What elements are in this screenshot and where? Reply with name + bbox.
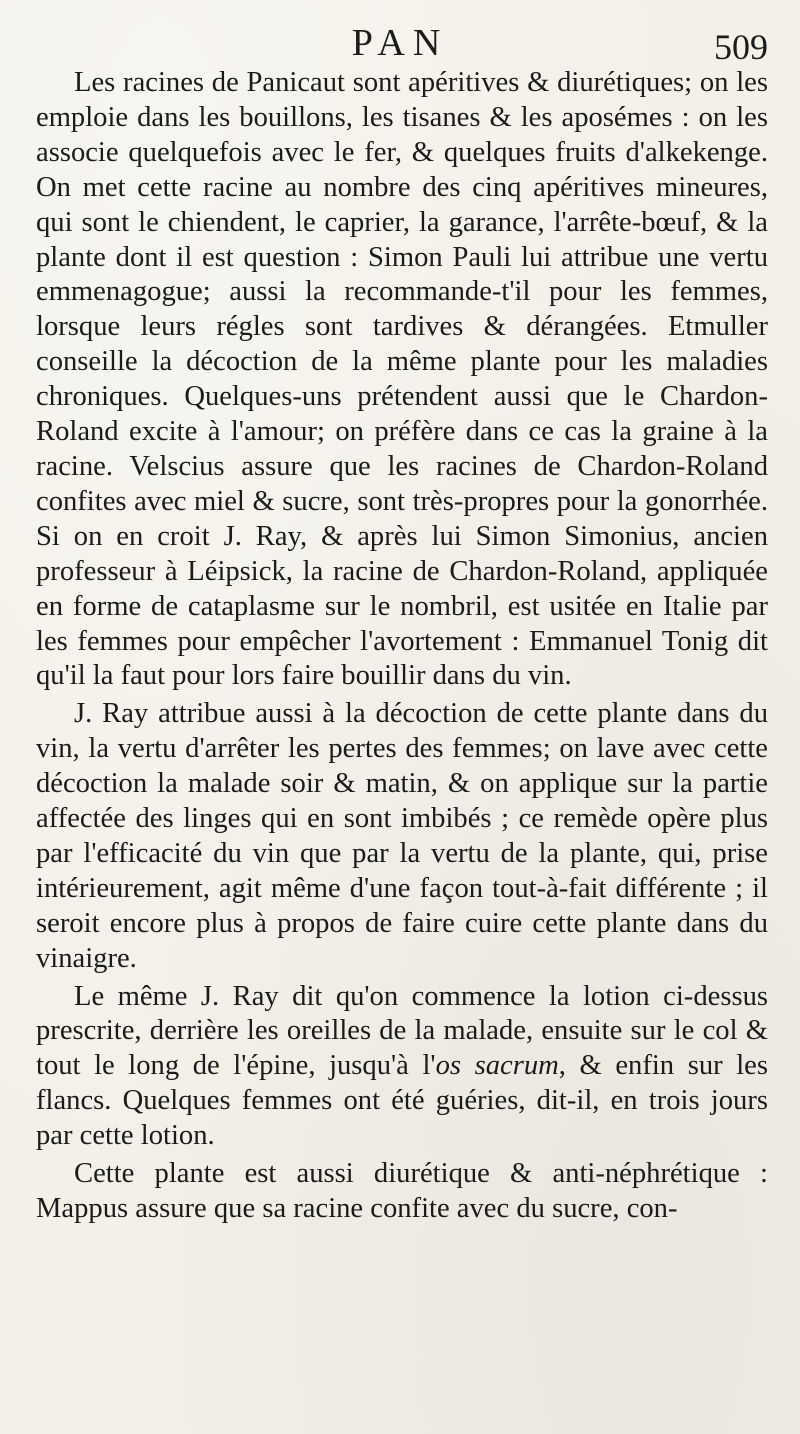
paragraph-text: J. Ray attribue aussi à la décoction de cette plante dans du vin, la vertu d'arrêter les pertes des femmes; on lave avec cette décoction la malade soir & matin, & on applique sur la partie affectée des linges qui en sont imbibés ; ce remède opère plus par l'efficacité du vin que par la vertu de la plante, qui, prise intérieurement, agit même d'une façon tout-à-fait différente ; il seroit encore plus à propos de faire cuire cette plante dans du vinaigre. xyxy=(36,698,768,974)
paragraph-text: Les racines de Panicaut sont apéritives & diurétiques; on les emploie dans les bouillons, les tisanes & les aposémes : on les associe quelquefois avec le fer, & quelques fruits d'alkekenge. On met cette racine au nombre des cinq apéritives mineures, qui sont le chiendent, le caprier, la garance, l'arrête-bœuf, & la plante dont il est question : Simon Pauli lui attribue une vertu emmenagogue; aussi la recommande-t'il pour les femmes, lorsque leurs régles sont tardives & dérangées. Etmuller conseille la décoction de la même plante pour les maladies chroniques. Quelques-uns prétendent aussi que le Chardon-Roland excite à l'amour; on préfère dans ce cas la graine à la racine. Velscius assure que les racines de Chardon-Roland confites avec miel & sucre, sont très-propres pour la gonorrhée. Si on en croit J. Ray, & après lui Simon Simonius, ancien professeur à Léipsick, la racine de Chardon-Roland, appliquée en forme de cataplasme sur le nombril, est usitée en Italie par les femmes pour empêcher l'avortement : Emmanuel Tonig dit qu'il la faut pour lors faire bouillir dans du vin. xyxy=(36,67,768,692)
paragraph xyxy=(36,1157,768,1227)
paragraph xyxy=(36,980,768,1155)
paragraph-text: Cette plante est aussi diurétique & anti-néphrétique : Mappus assure que sa racine confite avec du sucre, con- xyxy=(36,1158,768,1224)
paragraph xyxy=(36,66,768,694)
paragraph-text: Le même J. Ray dit qu'on commence la lotion ci-dessus prescrite, derrière les oreilles de la malade, ensuite sur le col & tout le long de l'épine, jusqu'à l' xyxy=(36,980,768,1082)
paragraph xyxy=(36,697,768,976)
running-title: PAN xyxy=(351,22,449,64)
body-text xyxy=(36,66,768,1227)
paragraph-text: , & enfin sur les flancs. Quelques femmes ont été guéries, dit-il, en trois jours par cette lotion. xyxy=(36,1050,768,1152)
latin-term: os sacrum xyxy=(435,1050,559,1082)
page-number: 509 xyxy=(714,27,768,67)
running-head xyxy=(0,18,800,68)
